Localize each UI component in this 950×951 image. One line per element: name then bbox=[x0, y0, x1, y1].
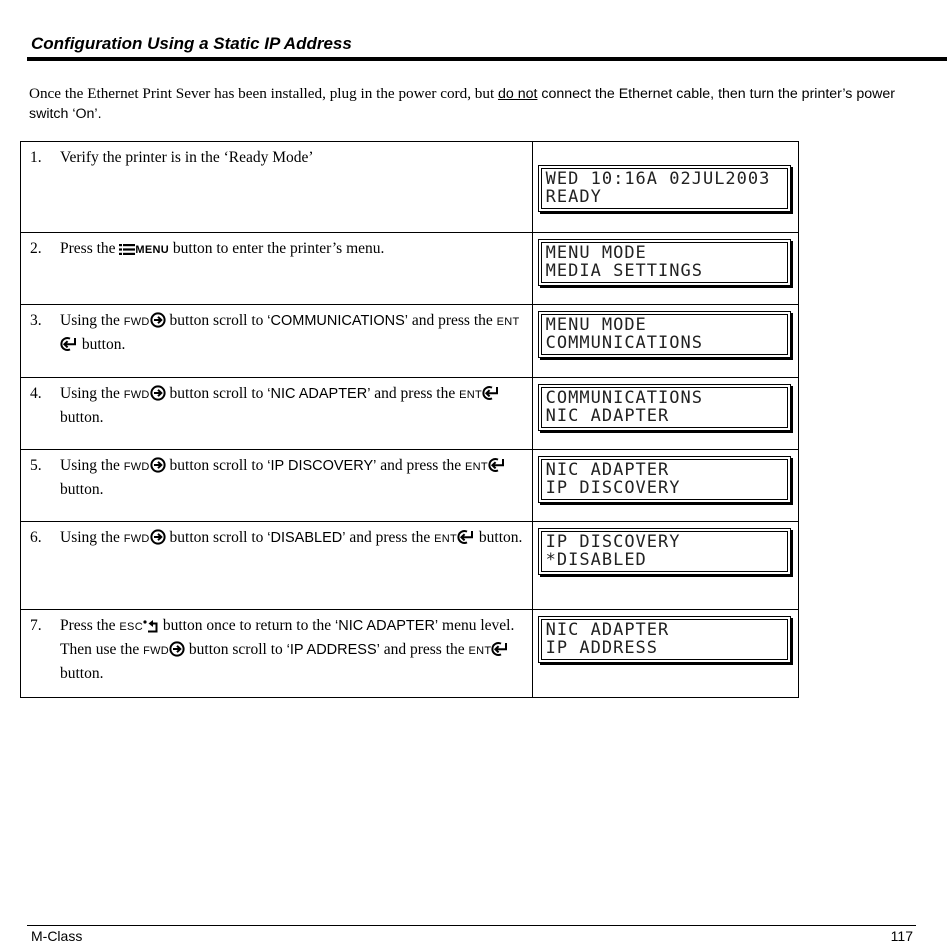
fwd-key-label: FWD bbox=[143, 645, 170, 657]
step-number: 4. bbox=[30, 385, 42, 402]
ent-key-label: ENT bbox=[465, 461, 488, 473]
step-text: button. bbox=[475, 529, 523, 546]
step-text: Using the bbox=[60, 457, 124, 474]
step-row bbox=[21, 522, 799, 610]
lcd-display bbox=[538, 616, 791, 663]
steps-table bbox=[20, 141, 799, 698]
step-target: ‘DISABLED’ bbox=[267, 530, 346, 546]
intro-underline: do not bbox=[498, 86, 538, 102]
lcd-display bbox=[538, 528, 791, 575]
step-text: and press the bbox=[370, 385, 460, 402]
fwd-arrow-icon bbox=[150, 312, 166, 334]
fwd-arrow-icon bbox=[150, 457, 166, 479]
lcd-line-1: NIC ADAPTER bbox=[545, 460, 670, 480]
step-text: Press the bbox=[60, 240, 120, 257]
step-number: 1. bbox=[30, 149, 42, 166]
footer-product: M-Class bbox=[31, 928, 83, 944]
intro-paragraph bbox=[29, 84, 929, 124]
step-text: Using the bbox=[60, 529, 124, 546]
lcd-line-1: MENU MODE bbox=[545, 243, 647, 263]
step-text: and press the bbox=[345, 529, 435, 546]
lcd-line-1: IP DISCOVERY bbox=[545, 532, 681, 552]
step-text: Verify the printer is in the ‘Ready Mode’ bbox=[60, 149, 314, 166]
lcd-display bbox=[538, 311, 791, 358]
ent-arrow-icon bbox=[488, 457, 506, 479]
lcd-display bbox=[538, 239, 791, 286]
ent-arrow-icon bbox=[482, 385, 500, 407]
lcd-display bbox=[538, 384, 791, 431]
step-row bbox=[21, 233, 799, 305]
ent-arrow-icon bbox=[60, 336, 78, 358]
lcd-line-2: IP ADDRESS bbox=[545, 638, 659, 658]
step-text: button. bbox=[60, 409, 104, 426]
lcd-line-1: MENU MODE bbox=[545, 315, 647, 335]
step-text: and press the bbox=[379, 641, 469, 658]
fwd-key-label: FWD bbox=[123, 316, 150, 328]
ent-key-label: ENT bbox=[434, 533, 458, 545]
lcd-line-2: MEDIA SETTINGS bbox=[545, 261, 703, 281]
esc-back-icon bbox=[143, 618, 159, 639]
lcd-line-2: *DISABLED bbox=[545, 550, 647, 570]
ent-arrow-icon bbox=[457, 529, 475, 551]
intro-part1: Once the Ethernet Print Sever has been installed, plug in the power cord, but bbox=[29, 85, 498, 102]
step-row bbox=[21, 305, 799, 378]
lcd-display bbox=[538, 165, 791, 212]
fwd-arrow-icon bbox=[150, 385, 166, 407]
step-text: Press the bbox=[60, 617, 120, 634]
lcd-line-2: IP DISCOVERY bbox=[545, 478, 681, 498]
step-number: 7. bbox=[30, 617, 42, 634]
ent-key-label: ENT bbox=[468, 645, 492, 657]
fwd-key-label: FWD bbox=[123, 389, 150, 401]
step-text: and press the bbox=[407, 312, 497, 329]
step-target: ‘NIC ADAPTER’ bbox=[335, 618, 439, 634]
fwd-arrow-icon bbox=[150, 529, 166, 551]
step-text: button once to return to the bbox=[158, 617, 336, 634]
esc-key-label: ESC bbox=[119, 621, 143, 633]
step-text: button. bbox=[78, 336, 126, 353]
lcd-line-1: WED 10:16A 02JUL2003 bbox=[545, 169, 771, 189]
step-row bbox=[21, 450, 799, 522]
lcd-line-1: NIC ADAPTER bbox=[545, 620, 670, 640]
lcd-line-2: NIC ADAPTER bbox=[545, 406, 670, 426]
ent-key-label: ENT bbox=[459, 389, 482, 401]
step-number: 3. bbox=[30, 312, 42, 329]
step-text: Using the bbox=[60, 385, 124, 402]
step-number: 6. bbox=[30, 529, 42, 546]
step-text: button scroll to bbox=[165, 385, 268, 402]
ent-arrow-icon bbox=[491, 641, 509, 663]
fwd-arrow-icon bbox=[169, 641, 185, 663]
lcd-line-1: COMMUNICATIONS bbox=[545, 388, 703, 408]
step-text: Using the bbox=[60, 312, 124, 329]
lcd-line-2: COMMUNICATIONS bbox=[545, 333, 703, 353]
step-row bbox=[21, 610, 799, 698]
step-target: ‘COMMUNICATIONS’ bbox=[267, 313, 408, 329]
step-text: button scroll to bbox=[165, 312, 268, 329]
fwd-key-label: FWD bbox=[123, 461, 150, 473]
step-target: ‘IP DISCOVERY’ bbox=[267, 458, 377, 474]
step-text: and press the bbox=[376, 457, 466, 474]
page-number: 117 bbox=[890, 928, 913, 944]
footer-rule bbox=[27, 925, 916, 926]
step-text: button. bbox=[60, 481, 104, 498]
intro-part2: connect the Ethernet cable, then turn the printer’s power switch ‘On’. bbox=[29, 86, 895, 122]
fwd-key-label: FWD bbox=[123, 533, 150, 545]
menu-key-label: MENU bbox=[135, 244, 170, 256]
ent-key-label: ENT bbox=[496, 316, 520, 328]
page-title: Configuration Using a Static IP Address bbox=[31, 34, 352, 53]
step-text: button scroll to bbox=[185, 641, 287, 658]
step-row bbox=[21, 378, 799, 450]
lcd-line-2: READY bbox=[545, 187, 602, 207]
step-row bbox=[21, 142, 799, 233]
step-text: button to enter the printer’s menu. bbox=[169, 240, 385, 257]
step-text: button scroll to bbox=[165, 457, 268, 474]
step-target: ‘NIC ADAPTER’ bbox=[267, 386, 371, 402]
step-text: button scroll to bbox=[165, 529, 268, 546]
step-number: 2. bbox=[30, 240, 42, 257]
step-target: ‘IP ADDRESS’ bbox=[286, 642, 380, 658]
step-number: 5. bbox=[30, 457, 42, 474]
step-text: button. bbox=[60, 665, 104, 682]
step-text: menu level. Then use the bbox=[60, 617, 515, 658]
lcd-display bbox=[538, 456, 791, 503]
menu-icon bbox=[119, 241, 135, 262]
title-rule bbox=[27, 57, 947, 61]
